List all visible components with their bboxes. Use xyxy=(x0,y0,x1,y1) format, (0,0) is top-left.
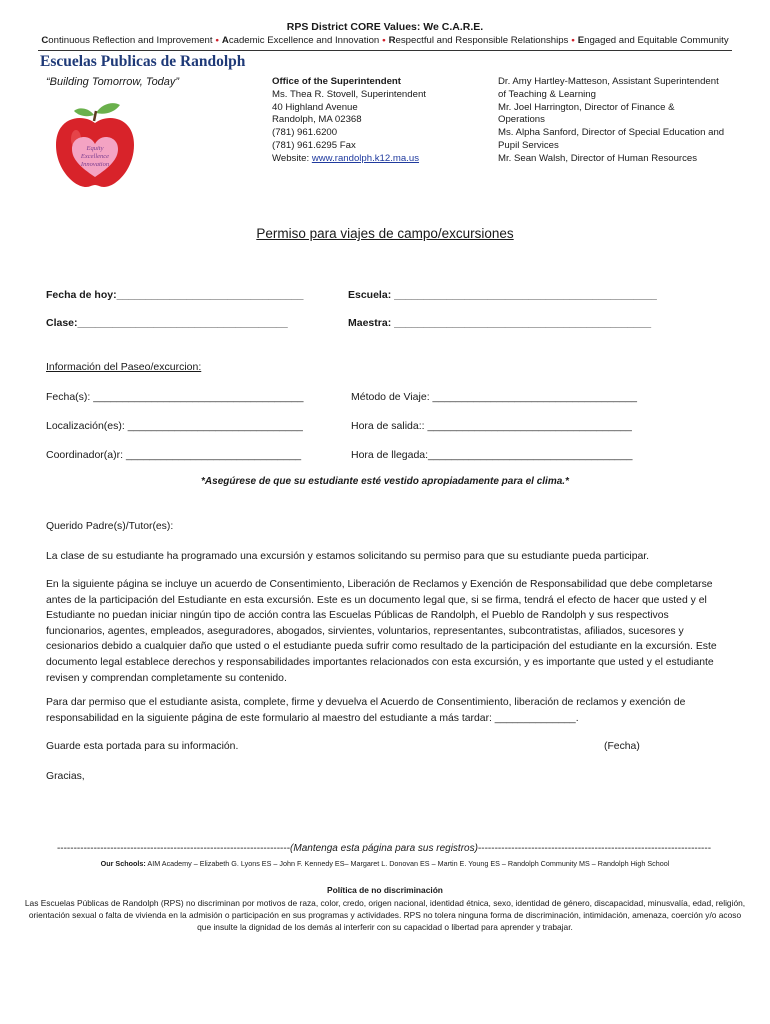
fecha-label: (Fecha) xyxy=(604,741,640,752)
website-line: Website: www.randolph.k12.ma.us xyxy=(272,152,420,164)
district-name: Escuelas Publicas de Randolph xyxy=(40,53,246,70)
keep-cover-note: Guarde esta portada para su información. xyxy=(46,741,239,752)
staff-line: Pupil Services xyxy=(498,139,559,151)
logo-word-equity: Equity xyxy=(86,145,104,152)
apple-stem-icon xyxy=(94,111,96,121)
core-value-e: Engaged and Equitable Community xyxy=(577,35,729,46)
keep-records-separator: ----------------------------------------------------------------------(Mantenga esta página para sus registros)---------------------------------------------------------------------- xyxy=(56,843,712,854)
letter-paragraph-3: Para dar permiso que el estudiante asista, complete, firme y devuelva el Acuerdo de Consentimiento, liberación de reclamos y exención de responsabilidad en la siguiente página de este formulario al maestro del estudiante a más tardar: ______________. xyxy=(46,697,686,724)
form-title: Permiso para viajes de campo/excursiones xyxy=(256,226,514,241)
office-block xyxy=(272,76,482,166)
letter-paragraph-1: La clase de su estudiante ha programado una excursión y estamos solicitando su permiso para que su estudiante pueda participar. xyxy=(46,551,650,562)
staff-line: Mr. Sean Walsh, Director of Human Resources xyxy=(498,152,698,164)
staff-line: Dr. Amy Hartley-Matteson, Assistant Superintendent xyxy=(498,76,719,87)
localizacion-field[interactable]: Localización(es): ______________________________ xyxy=(46,420,303,432)
trip-info-heading: Información del Paseo/excurcion: xyxy=(46,361,202,373)
separator-dot: • xyxy=(382,35,386,46)
district-motto: “Building Tomorrow, Today” xyxy=(46,76,180,88)
keep-records-note: (Mantenga esta página para sus registros) xyxy=(290,843,478,854)
staff-line: Ms. Alpha Sanford, Director of Special Education and xyxy=(498,127,725,139)
logo-word-innovation: Innovation xyxy=(80,161,110,168)
escuela-field[interactable]: Escuela: _____________________________________________ xyxy=(348,289,657,301)
clase-field[interactable]: Clase:____________________________________ xyxy=(46,317,288,329)
staff-line: Operations xyxy=(498,114,545,126)
weather-note: *Asegúrese de que su estudiante esté vestido apropiadamente para el clima.* xyxy=(201,476,569,487)
office-heading: Office of the Superintendent xyxy=(272,76,401,87)
letter-paragraph-2: En la siguiente página se incluye un acuerdo de Consentimiento, Liberación de Reclamos y Exención de Responsabilidad que debe completarse antes de la participación del Estudiante en esta excursión. Este es un documento legal que, si se firma, tendrá el efecto de hacer que usted y el Estudiante no puedan iniciar ningún tipo de acción contra las Escuelas Públicas de Randolph, el Pueblo de Randolph y sus respectivos funcionarios, agentes, empleados, aseguradores, abogados, sirvientes, voluntarios, representantes, subcontratistas, afiliados, sucesores y cesionarios debido a cualquier daño que usted o el estudiante pueda sufrir como resultado de la participación del estudiante en la excursión. Este documento legal establece derechos y responsabilidades importantes relacionados con esta excursión, y es importante que usted y el estudiante revisen y comprendan completamente su contenido. xyxy=(46,579,717,684)
separator-dot: • xyxy=(215,35,219,46)
metodo-viaje-field[interactable]: Método de Viaje: ___________________________________ xyxy=(351,391,637,403)
separator-dot: • xyxy=(571,35,575,46)
core-value-a: Academic Excellence and Innovation xyxy=(221,35,380,46)
coordinador-field[interactable]: Coordinador(a)r: ______________________________ xyxy=(46,449,302,461)
non-discrimination-title: Política de no discriminación xyxy=(327,885,443,895)
office-line: Randolph, MA 02368 xyxy=(272,114,362,126)
schools-label: Our Schools: xyxy=(100,859,146,868)
office-line: (781) 961.6200 xyxy=(272,127,338,139)
website-link[interactable]: www.randolph.k12.ma.us xyxy=(311,152,420,164)
greeting: Querido Padre(s)/Tutor(es): xyxy=(46,521,174,532)
apple-logo xyxy=(52,99,138,189)
fechas-field[interactable]: Fecha(s): ____________________________________ xyxy=(46,391,304,403)
staff-line: of Teaching & Learning xyxy=(498,88,596,100)
thanks: Gracias, xyxy=(46,771,85,782)
apple-leaf-icon xyxy=(96,103,120,114)
maestra-field[interactable]: Maestra: ____________________________________________ xyxy=(348,317,652,329)
office-line: (781) 961.6295 Fax xyxy=(272,139,356,151)
non-discrimination-text: Las Escuelas Públicas de Randolph (RPS) no discriminan por motivos de raza, color, credo, origen nacional, identidad étnica, sexo, identidad de género, discapacidad, minusvalía, edad, religión, orientación sexual o falta de vivienda en la admisión o participación en sus programas y actividades. RPS no tolera ninguna forma de discriminación, intimidación, amenaza, coerción y/o acoso que insulte la dignidad de los demás al interferir con su capacidad o libertad para aprender y trabajar. xyxy=(24,898,746,933)
office-line: Ms. Thea R. Stovell, Superintendent xyxy=(272,88,426,100)
hora-llegada-field[interactable]: Hora de llegada:___________________________________ xyxy=(351,449,633,461)
schools-list: Our Schools: AIM Academy – Elizabeth G. Lyons ES – John F. Kennedy ES– Margaret L. Donovan ES – Martin E. Young ES – Randolph Community MS – Randolph High School xyxy=(100,859,670,868)
logo-word-excellence: Excellence xyxy=(80,153,110,160)
core-value-c: Continuous Reflection and Improvement xyxy=(41,35,213,46)
staff-line: Mr. Joel Harrington, Director of Finance & xyxy=(498,101,675,113)
core-value-r: Respectful and Responsible Relationships xyxy=(388,35,569,46)
apple-leaf-icon xyxy=(74,108,94,116)
core-values-title: RPS District CORE Values: We C.A.R.E. xyxy=(286,21,484,33)
fecha-hoy-field[interactable]: Fecha de hoy:________________________________ xyxy=(46,289,304,301)
core-values-line xyxy=(0,35,770,46)
header-divider xyxy=(38,50,732,51)
staff-block xyxy=(498,76,738,166)
hora-salida-field[interactable]: Hora de salida:: ___________________________________ xyxy=(351,420,632,432)
office-line: 40 Highland Avenue xyxy=(272,101,358,113)
